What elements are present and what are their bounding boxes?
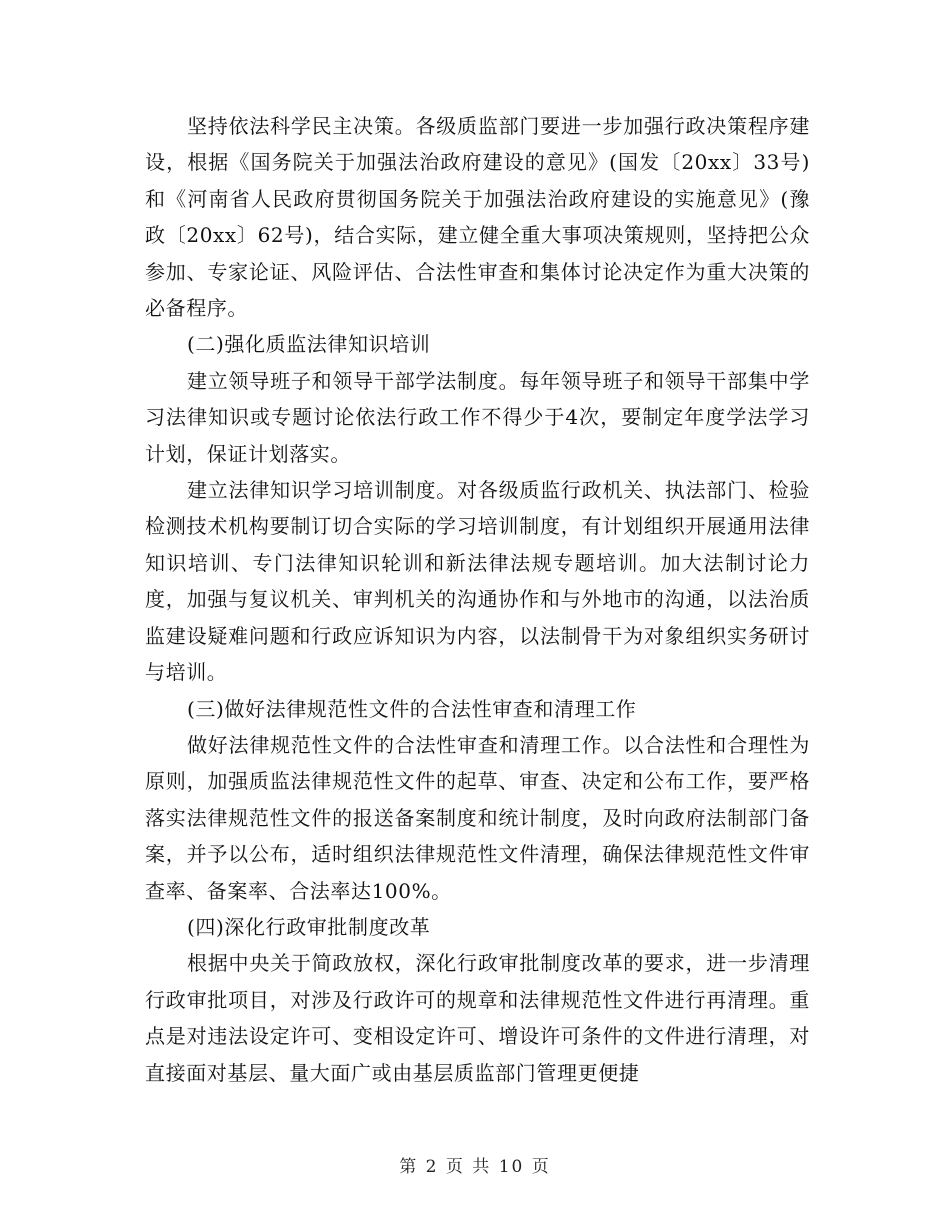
paragraph-decision-making: 坚持依法科学民主决策。各级质监部门要进一步加强行政决策程序建设，根据《国务院关于加强法治政府建设的意见》(国发〔20xx〕33号)和《河南省人民政府贯彻国务院关于加强法治政府建设的实施意见》(豫政〔20xx〕62号)，结合实际，建立健全重大事项决策规则，坚持把公众参加、专家论证、风险评估、合法性审查和集体讨论决定作为重大决策的必备程序。 — [145, 114, 810, 321]
section-heading-4: (四)深化行政审批制度改革 — [187, 914, 431, 939]
paragraph-legality-review: 做好法律规范性文件的合法性审查和清理工作。以合法性和合理性为原则，加强质监法律规范性文件的起草、审查、决定和公布工作，要严格落实法律规范性文件的报送备案制度和统计制度，及时向政府法制部门备案，并予以公布，适时组织法律规范性文件清理，确保法律规范性文件审查率、备案率、合法率达100%。 — [145, 732, 810, 903]
section-heading-2: (二)强化质监法律知识培训 — [187, 332, 431, 357]
paragraph-approval-reform: 根据中央关于简政放权，深化行政审批制度改革的要求，进一步清理行政审批项目，对涉及行政许可的规章和法律规范性文件进行再清理。重点是对违法设定许可、变相设定许可、增设许可条件的文件进行清理，对直接面对基层、量大面广或由基层质监部门管理更便捷 — [145, 951, 810, 1085]
paragraph-training-system: 建立法律知识学习培训制度。对各级质监行政机关、执法部门、检验检测技术机构要制订切合实际的学习培训制度，有计划组织开展通用法律知识培训、专门法律知识轮训和新法律法规专题培训。加大法制讨论力度，加强与复议机关、审判机关的沟通协作和与外地市的沟通，以法治质监建设疑难问题和行政应诉知识为内容，以法制骨干为对象组织实务研讨与培训。 — [145, 478, 810, 685]
page-number-footer: 第 2 页 共 10 页 — [399, 1157, 551, 1177]
paragraph-leader-study: 建立领导班子和领导干部学法制度。每年领导班子和领导干部集中学习法律知识或专题讨论依法行政工作不得少于4次，要制定年度学法学习计划，保证计划落实。 — [145, 368, 810, 466]
document-body — [145, 108, 810, 1091]
section-heading-3: (三)做好法律规范性文件的合法性审查和清理工作 — [187, 696, 637, 721]
